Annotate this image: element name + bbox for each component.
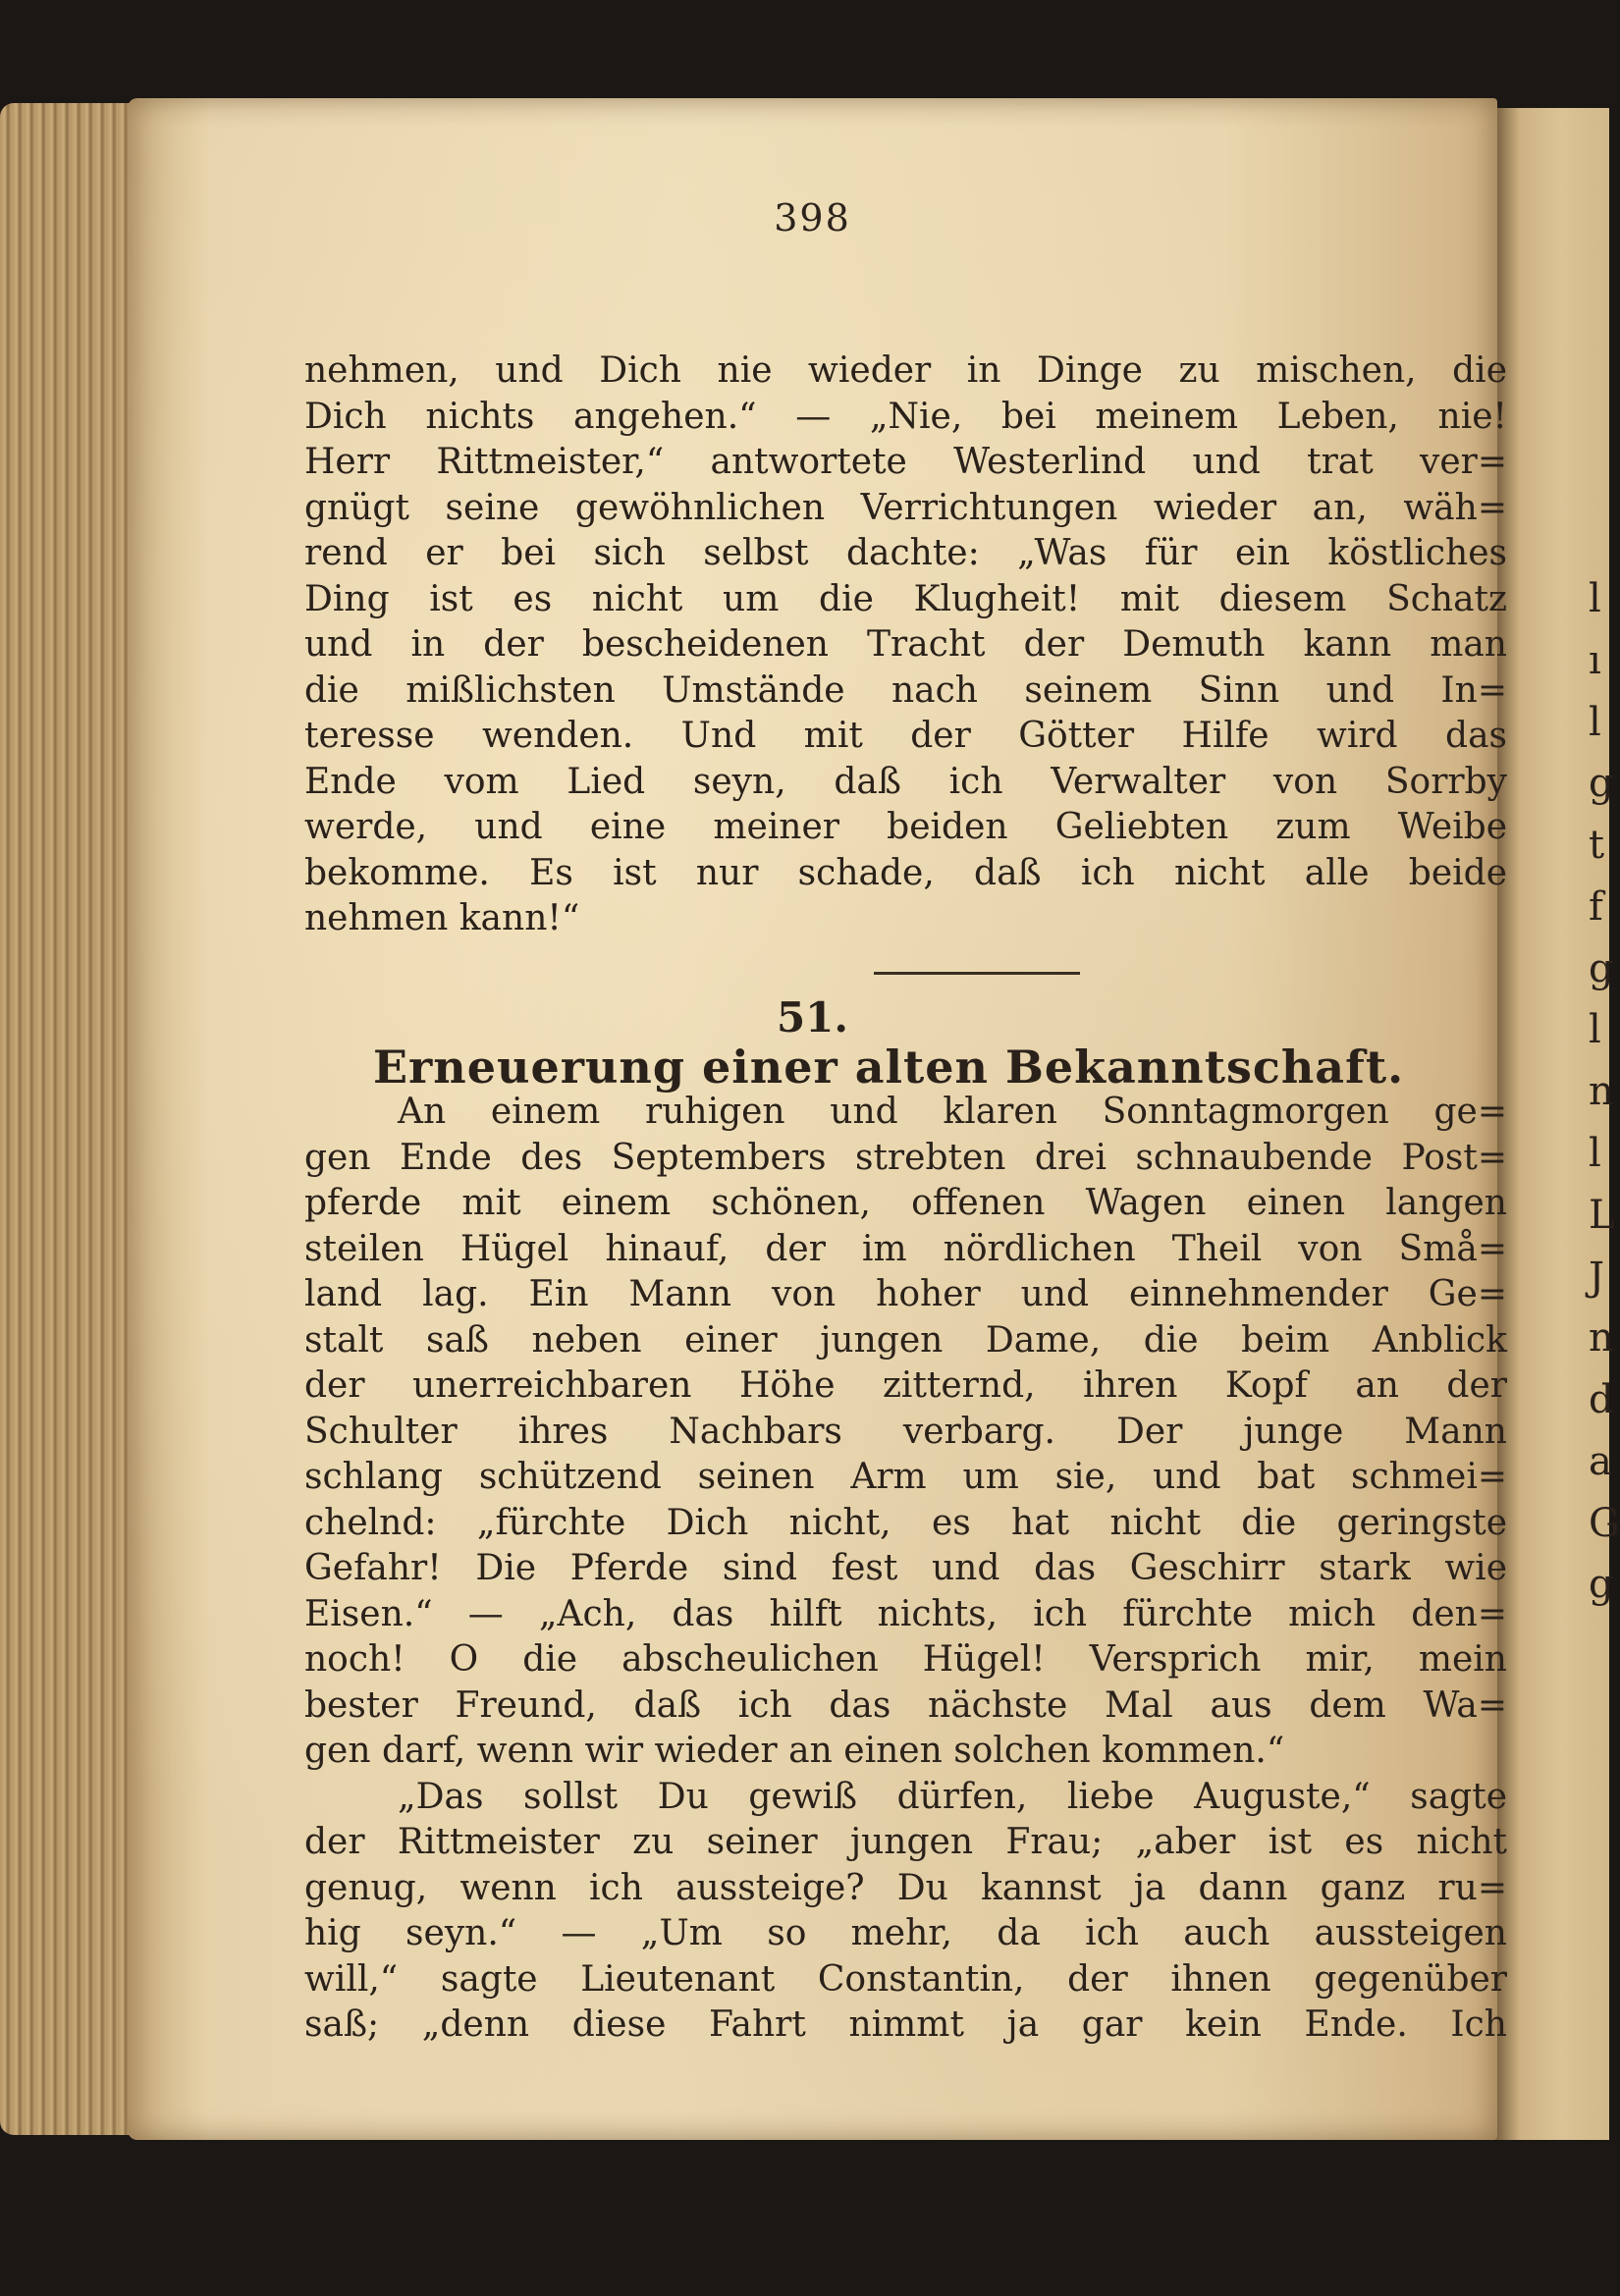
facing-page-letter: J bbox=[1589, 1254, 1605, 1300]
facing-page-letter: l bbox=[1589, 1007, 1601, 1053]
text-line: der unerreichbaren Höhe zitternd, ihren Kopf an der bbox=[304, 1365, 1507, 1406]
page-number: 398 bbox=[774, 196, 851, 240]
text-line: will,“ sagte Lieutenant Constantin, der ihnen gegenüber bbox=[304, 1958, 1507, 2000]
text-line: rend er bei sich selbst dachte: „Was für ein köstliches bbox=[304, 533, 1507, 573]
facing-page bbox=[1492, 108, 1609, 2140]
facing-page-letter: d bbox=[1589, 1377, 1614, 1423]
section-divider bbox=[874, 972, 1080, 975]
text-line: schlang schützend seinen Arm um sie, und bat schmei= bbox=[304, 1457, 1507, 1497]
facing-page-letter: l bbox=[1589, 1130, 1601, 1176]
text-line: Ende vom Lied seyn, daß ich Verwalter von Sorrby bbox=[304, 761, 1507, 802]
facing-page-letter: l bbox=[1589, 576, 1601, 621]
text-line: Ding ist es nicht um die Klugheit! mit diesem Schatz bbox=[304, 578, 1507, 619]
facing-page-letter: t bbox=[1589, 823, 1605, 869]
text-line: der Rittmeister zu seiner jungen Frau; „aber ist es nicht bbox=[304, 1822, 1507, 1862]
facing-page-letter: n bbox=[1589, 1069, 1614, 1115]
text-line: Herr Rittmeister,“ antwortete Westerlind und trat ver= bbox=[304, 442, 1507, 482]
facing-page-letter: g bbox=[1589, 761, 1614, 807]
text-line: Gefahr! Die Pferde sind fest und das Geschirr stark wie bbox=[304, 1548, 1507, 1588]
text-line: An einem ruhigen und klaren Sonntagmorgen ge= bbox=[398, 1092, 1507, 1132]
text-line: noch! O die abscheulichen Hügel! Versprich mir, mein bbox=[304, 1639, 1507, 1680]
section-title: Erneuerung einer alten Bekanntschaft. bbox=[373, 1041, 1405, 1094]
text-line: steilen Hügel hinauf, der im nördlichen Theil von Små= bbox=[304, 1228, 1507, 1269]
text-line: werde, und eine meiner beiden Geliebten zum Weibe bbox=[304, 807, 1507, 847]
facing-page-letter: a bbox=[1589, 1438, 1612, 1484]
facing-page-letter: g bbox=[1589, 1562, 1614, 1608]
text-line: bekomme. Es ist nur schade, daß ich nicht alle beide bbox=[304, 852, 1507, 893]
text-line: land lag. Ein Mann von hoher und einnehmender Ge= bbox=[304, 1274, 1507, 1314]
section-number: 51. bbox=[776, 993, 849, 1041]
text-line: nehmen kann!“ bbox=[304, 898, 580, 938]
text-line: bester Freund, daß ich das nächste Mal aus dem Wa= bbox=[304, 1684, 1507, 1726]
text-line: die mißlichsten Umstände nach seinem Sinn und In= bbox=[304, 669, 1507, 711]
continuation-text bbox=[304, 348, 1507, 942]
text-line: teresse wenden. Und mit der Götter Hilfe wird das bbox=[304, 716, 1507, 756]
text-line: chelnd: „fürchte Dich nicht, es hat nicht die geringste bbox=[304, 1502, 1507, 1543]
text-line: saß; „denn diese Fahrt nimmt ja gar kein Ende. Ich bbox=[304, 2004, 1507, 2045]
facing-page-letter: g bbox=[1589, 945, 1614, 991]
text-line: gen Ende des Septembers strebten drei schnaubende Post= bbox=[304, 1137, 1507, 1178]
facing-page-letter: l bbox=[1589, 699, 1601, 745]
section-text bbox=[304, 1090, 1507, 2049]
facing-page-letter: ı bbox=[1589, 637, 1601, 683]
text-line: und in der bescheidenen Tracht der Demuth kann man bbox=[304, 624, 1507, 665]
facing-page-letter: L bbox=[1589, 1192, 1615, 1238]
page-edges bbox=[0, 103, 147, 2135]
facing-page-letter: G bbox=[1589, 1500, 1620, 1546]
facing-page-letter: f bbox=[1589, 883, 1603, 930]
facing-page-letter: n bbox=[1589, 1315, 1614, 1362]
text-line: Eisen.“ — „Ach, das hilft nichts, ich fürchte mich den= bbox=[304, 1593, 1507, 1634]
text-line: Schulter ihres Nachbars verbarg. Der junge Mann bbox=[304, 1411, 1507, 1452]
text-line: nehmen, und Dich nie wieder in Dinge zu mischen, die bbox=[304, 350, 1507, 391]
text-line: genug, wenn ich aussteige? Du kannst ja dann ganz ru= bbox=[304, 1867, 1507, 1908]
text-line: „Das sollst Du gewiß dürfen, liebe Auguste,“ sagte bbox=[398, 1776, 1507, 1817]
text-line: hig seyn.“ — „Um so mehr, da ich auch aussteigen bbox=[304, 1913, 1507, 1953]
book-page bbox=[128, 98, 1507, 2140]
text-line: Dich nichts angehen.“ — „Nie, bei meinem Leben, nie! bbox=[304, 396, 1507, 437]
text-line: gen darf, wenn wir wieder an einen solchen kommen.“ bbox=[304, 1731, 1285, 1771]
text-line: gnügt seine gewöhnlichen Verrichtungen wieder an, wäh= bbox=[304, 487, 1507, 528]
text-line: stalt saß neben einer jungen Dame, die beim Anblick bbox=[304, 1319, 1507, 1361]
text-line: pferde mit einem schönen, offenen Wagen einen langen bbox=[304, 1183, 1507, 1223]
